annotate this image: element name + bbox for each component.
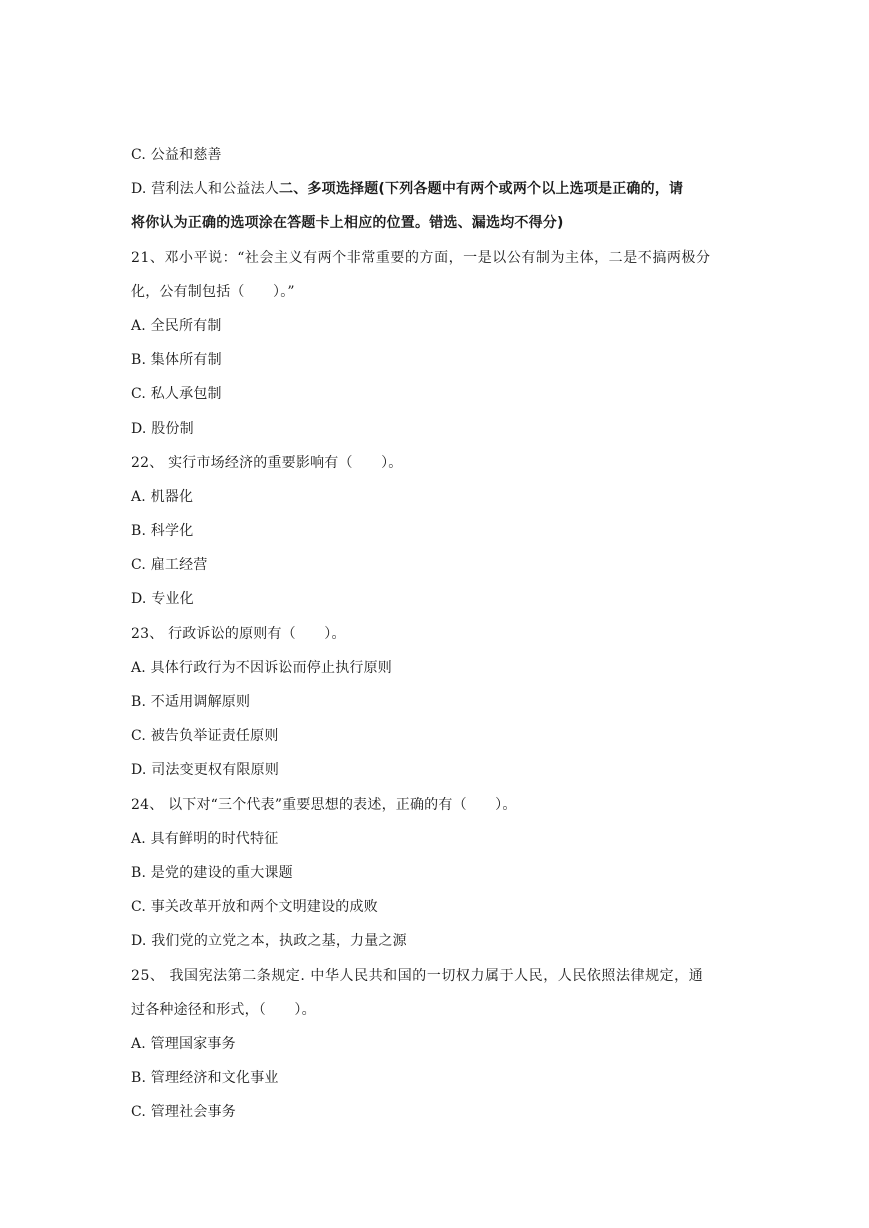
line-text: A. 具体行政行为不因诉讼而停止执行原则 (131, 659, 393, 676)
line-text: D. 我们党的立党之本，执政之基，力量之源 (131, 933, 407, 950)
line-text: A. 管理国家事务 (131, 1035, 236, 1052)
text-line (131, 548, 751, 582)
text-line (131, 377, 751, 411)
line-text: B. 科学化 (131, 523, 194, 540)
line-text: 23、 行政诉讼的原则有（ ）。 (131, 625, 346, 642)
text-line (131, 993, 751, 1027)
document-body (131, 138, 751, 1129)
text-line (131, 890, 751, 924)
line-text: C. 雇工经营 (131, 557, 208, 574)
text-line (131, 1061, 751, 1095)
line-text: 化，公有制包括（ ）。” (131, 283, 295, 300)
line-text: C. 管理社会事务 (131, 1104, 236, 1121)
line-text: 过各种途径和形式，（ ）。 (131, 1001, 316, 1018)
line-text: B. 是党的建设的重大课题 (131, 864, 293, 881)
text-line (131, 275, 751, 309)
line-text: A. 机器化 (131, 488, 194, 505)
line-text: D. 股份制 (131, 420, 194, 437)
line-text: C. 事关改革开放和两个文明建设的成败 (131, 899, 378, 916)
text-line (131, 582, 751, 616)
text-line (131, 309, 751, 343)
line-text: 21、邓小平说：“社会主义有两个非常重要的方面，一是以公有制为主体，二是不搞两极分 (131, 249, 711, 266)
text-line (131, 172, 751, 206)
line-text: B. 集体所有制 (131, 352, 222, 369)
line-text: 22、 实行市场经济的重要影响有（ ）。 (131, 454, 403, 471)
text-line (131, 138, 751, 172)
line-text: 25、 我国宪法第二条规定. 中华人民共和国的一切权力属于人民，人民依照法律规定，通 (131, 967, 704, 984)
text-line (131, 959, 751, 993)
line-text: D. 营利法人和公益法人 (131, 181, 280, 198)
line-text: A. 具有鲜明的时代特征 (131, 830, 279, 847)
text-line (131, 617, 751, 651)
section-heading-text: 二、多项选择题(下列各题中有两个或两个以上选项是正确的，请 (279, 181, 684, 198)
line-text: C. 私人承包制 (131, 386, 222, 403)
text-line (131, 685, 751, 719)
line-text: A. 全民所有制 (131, 317, 222, 334)
text-line (131, 924, 751, 958)
text-line (131, 241, 751, 275)
text-line (131, 514, 751, 548)
line-text: B. 不适用调解原则 (131, 694, 251, 710)
text-line (131, 412, 751, 446)
text-line (131, 753, 751, 787)
text-line (131, 1027, 751, 1061)
text-line (131, 822, 751, 856)
line-text: C. 公益和慈善 (131, 147, 222, 163)
text-line (131, 480, 751, 514)
line-text: C. 被告负举证责任原则 (131, 728, 279, 745)
line-text: B. 管理经济和文化事业 (131, 1070, 279, 1087)
line-text: 24、 以下对“三个代表”重要思想的表述，正确的有（ ）。 (131, 796, 517, 813)
text-line (131, 856, 751, 890)
text-line (131, 719, 751, 753)
text-line (131, 651, 751, 685)
line-text: D. 司法变更权有限原则 (131, 762, 280, 779)
text-line (131, 446, 751, 480)
section-heading-text: 将你认为正确的选项涂在答题卡上相应的位置。错选、漏选均不得分) (131, 215, 564, 232)
text-line (131, 206, 751, 240)
line-text: D. 专业化 (131, 591, 194, 608)
text-line (131, 788, 751, 822)
text-line (131, 1095, 751, 1129)
text-line (131, 343, 751, 377)
